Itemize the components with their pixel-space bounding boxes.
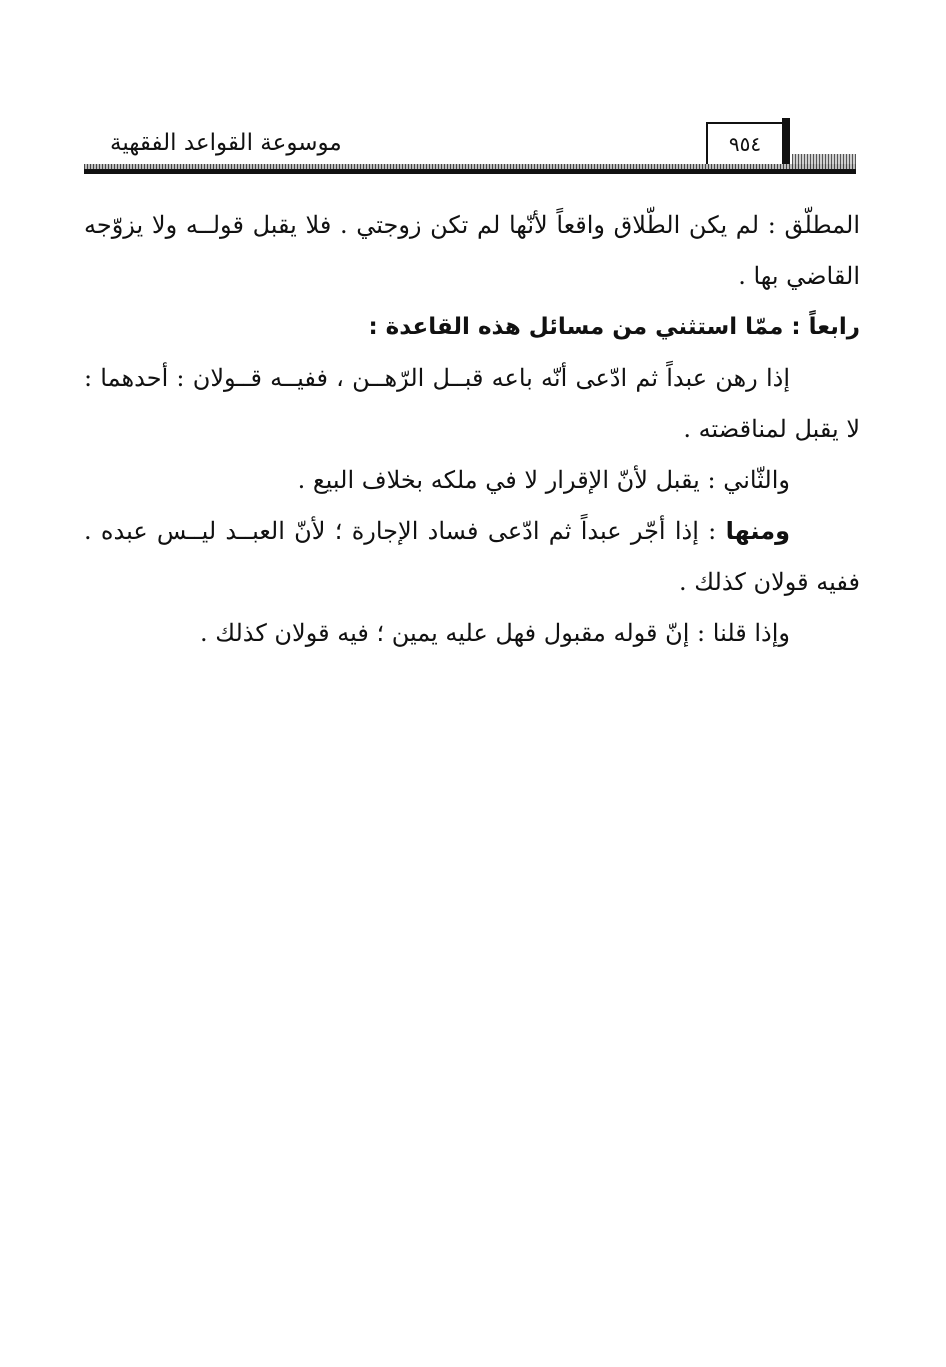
lease-text: : إذا أجّر عبداً ثم ادّعى فساد الإجارة ؛ لأنّ العبــد ليــس عبده . ففيه قولان كذلك . bbox=[84, 517, 860, 596]
header-rule-thick bbox=[84, 169, 856, 174]
paragraph-oath: وإذا قلنا : إنّ قوله مقبول فهل عليه يمين ؛ فيه قولان كذلك . bbox=[199, 619, 790, 647]
header-hatch-right bbox=[792, 154, 856, 164]
page-number-box bbox=[706, 122, 784, 166]
page-body bbox=[84, 200, 860, 659]
page-header bbox=[84, 118, 856, 178]
paragraph-pledge: إذا رهن عبداً ثم ادّعى أنّه باعه قبــل الرّهــن ، ففيــه قــولان : أحدهما : لا يقبل لمناقضته . bbox=[84, 364, 860, 443]
book-title: موسوعة القواعد الفقهية bbox=[110, 130, 342, 156]
lease-lead-word: ومنها bbox=[725, 517, 790, 545]
paragraph-second-opinion: والثّاني : يقبل لأنّ الإقرار لا في ملكه بخلاف البيع . bbox=[297, 466, 790, 494]
page-number: ٩٥٤ bbox=[728, 132, 762, 156]
paragraph-divorce: المطلّق : لم يكن الطّلاق واقعاً لأنّها لم تكن زوجتي . فلا يقبل قولــه ولا يزوّجه القاضي بها . bbox=[84, 211, 860, 290]
paragraph-lease bbox=[84, 506, 860, 608]
section-heading: رابعاً : ممّا استثني من مسائل هذه القاعدة : bbox=[368, 314, 860, 340]
